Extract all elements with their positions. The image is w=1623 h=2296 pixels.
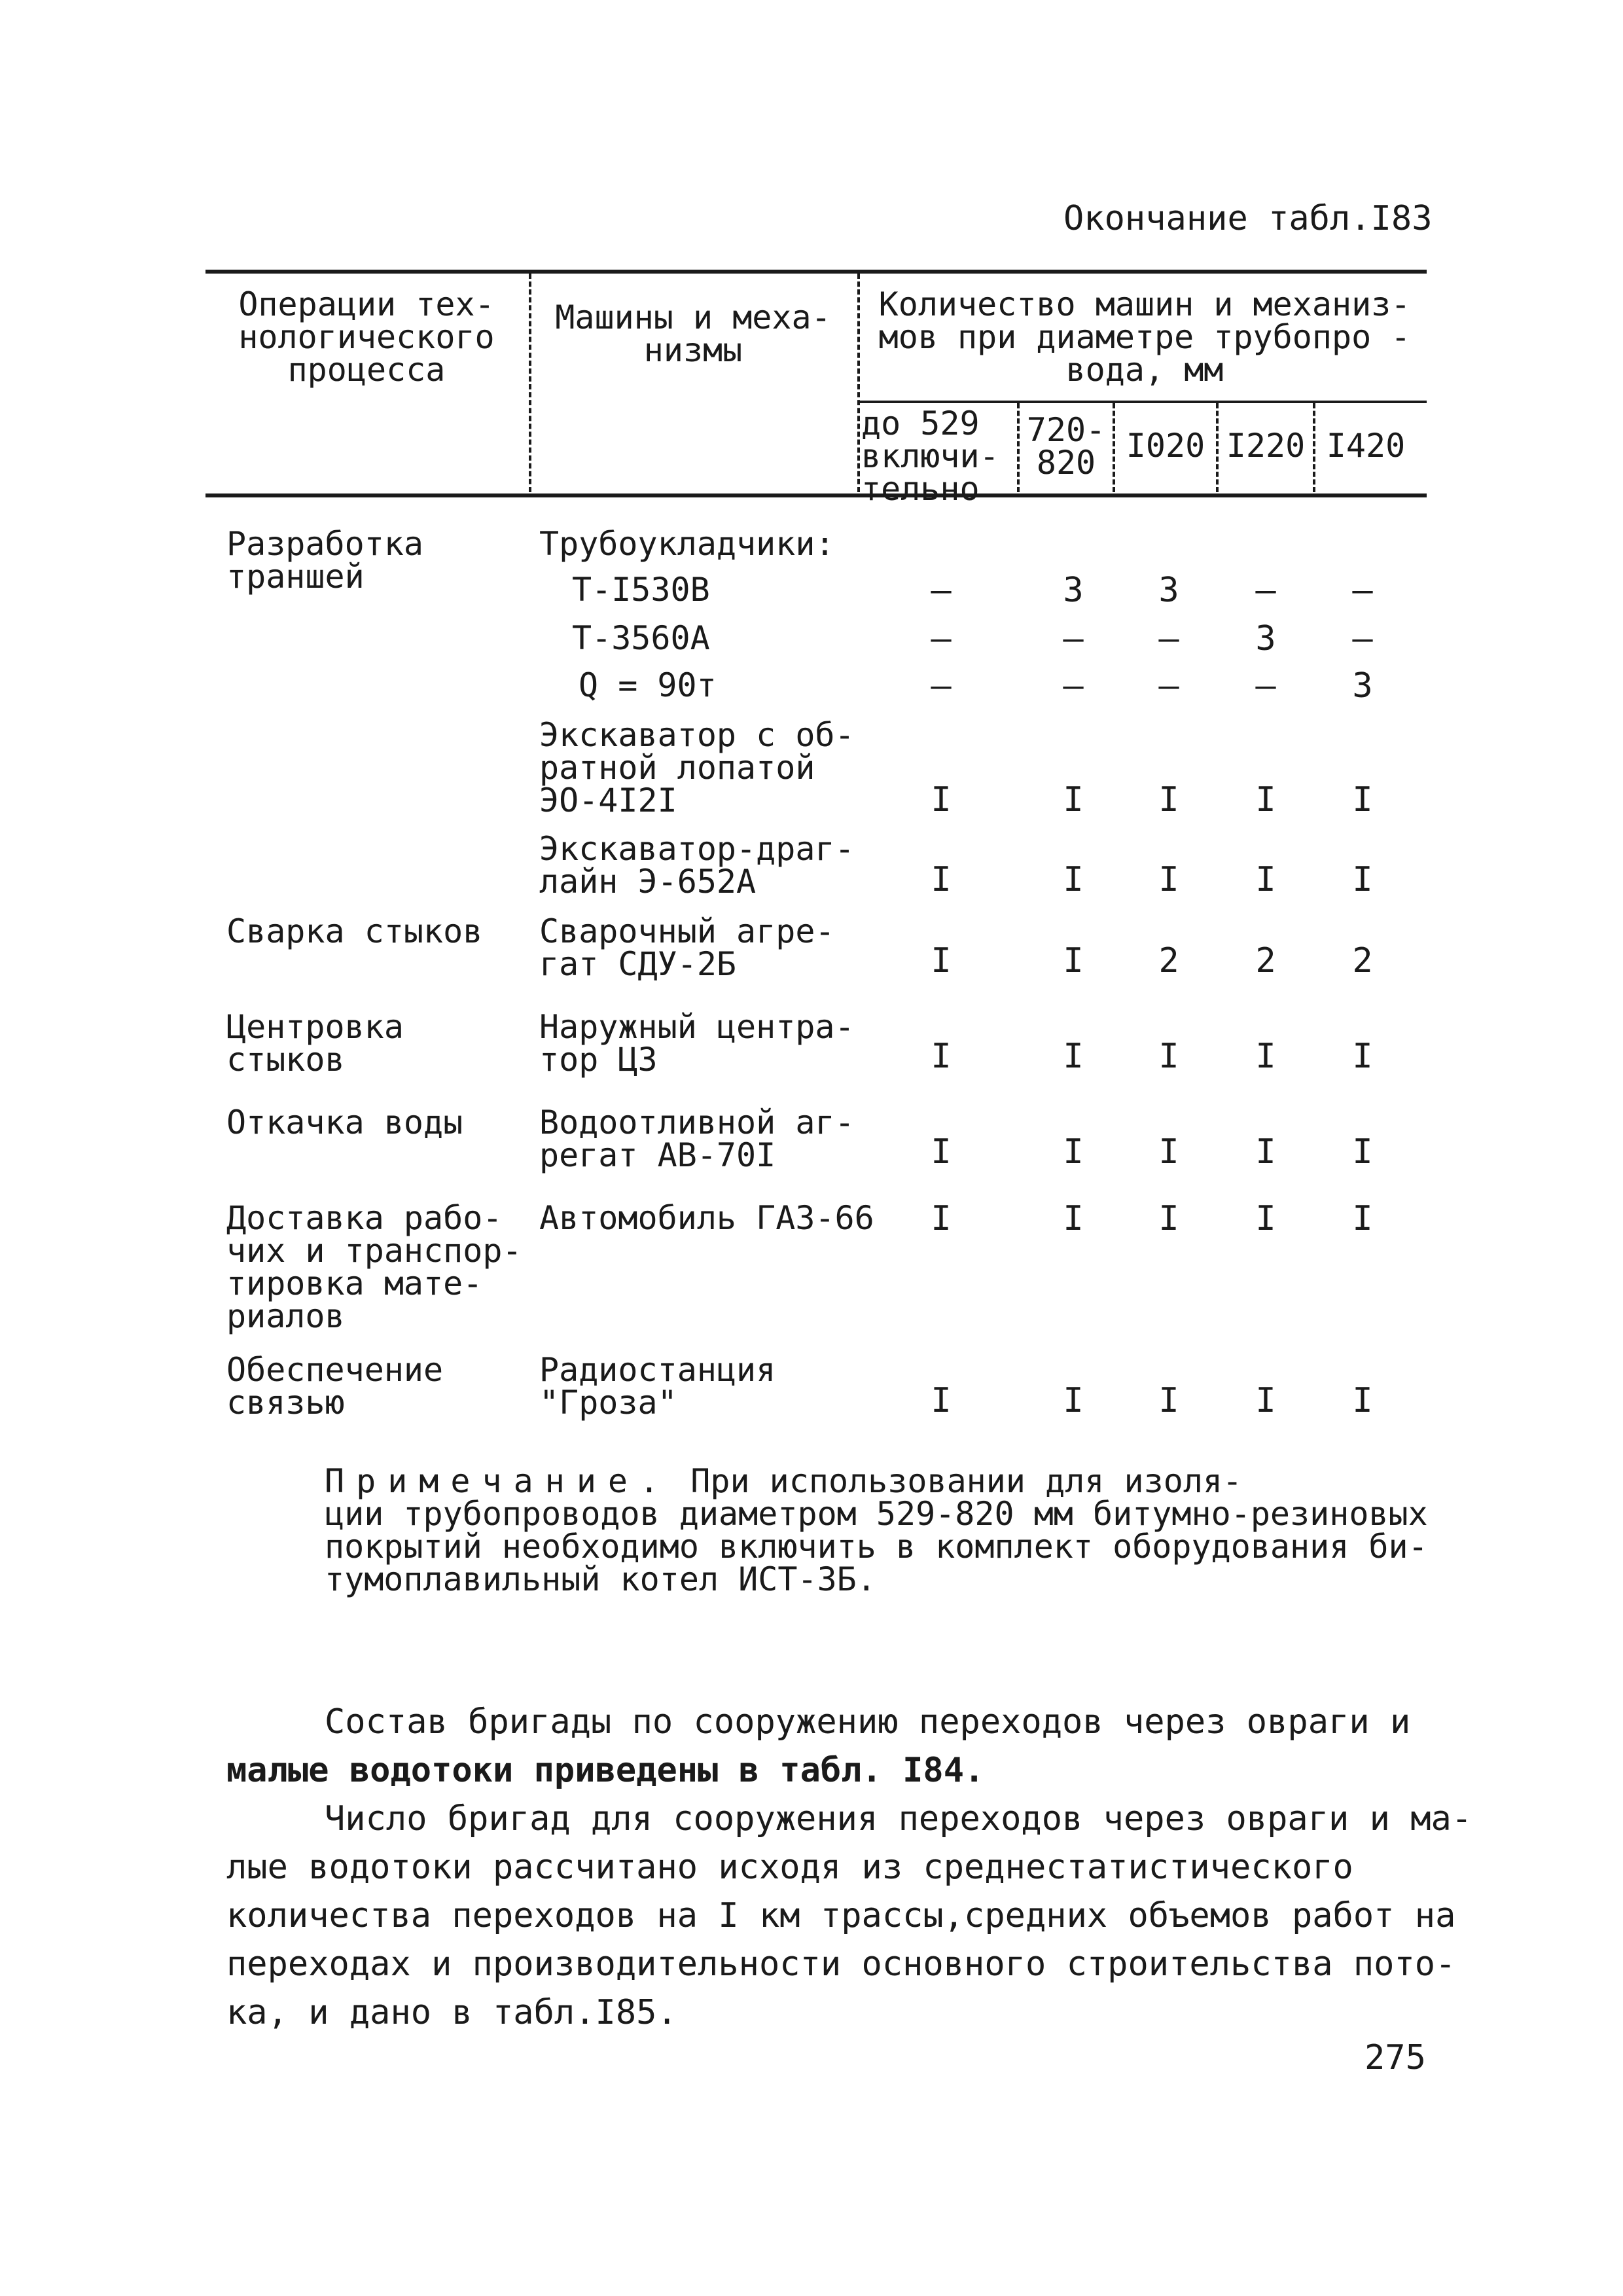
row-machine: Водоотливной аг- регат АВ-70I [539, 1103, 855, 1174]
cell-value: – [1255, 571, 1276, 610]
cell-value: I [1063, 1381, 1084, 1420]
row-machine: Автомобиль ГАЗ-66 [539, 1199, 874, 1237]
row-machine: Наружный центра- тор ЦЗ [539, 1008, 855, 1079]
header-quantity: Количество машин и механиз- мов при диаметре трубопро - вода, мм [878, 285, 1411, 389]
cell-value: I [1352, 780, 1373, 819]
cell-value: I [1158, 1199, 1179, 1238]
row-operation: Сварка стыков [226, 912, 483, 950]
row-machine: Сварочный агре- гат СДУ-2Б [539, 912, 835, 983]
cell-value: I [1063, 1132, 1084, 1172]
cell-value: I [1063, 1037, 1084, 1076]
cell-value: I [1352, 1132, 1373, 1172]
cell-value: I [1063, 1199, 1084, 1238]
page-number: 275 [1364, 2038, 1426, 2077]
header-diameter-720-820: 720- 820 [1026, 411, 1106, 482]
cell-value: I [1255, 1381, 1276, 1420]
cell-value: I [1352, 1381, 1373, 1420]
cell-value: I [931, 1381, 952, 1420]
note-label: Примечание. [325, 1462, 671, 1500]
cell-value: I [1063, 941, 1084, 980]
cell-value: – [1352, 571, 1373, 610]
header-operations: Операции тех- нологического процесса [238, 285, 495, 389]
cell-value: 2 [1352, 941, 1373, 980]
cell-value: I [1255, 780, 1276, 819]
row-operation: Откачка воды [226, 1103, 463, 1141]
header-diameter-1220: I220 [1226, 427, 1306, 465]
table-top-rule [205, 270, 1427, 274]
row-machine: Т-3560А [572, 619, 710, 657]
cell-value: I [931, 1037, 952, 1076]
row-operation: Центровка стыков [226, 1008, 404, 1079]
cell-value: I [1158, 1381, 1179, 1420]
header-machines: Машины и меха- низмы [555, 298, 831, 369]
cell-value: I [1158, 1037, 1179, 1076]
cell-value: – [931, 571, 952, 610]
cell-value: I [1158, 780, 1179, 819]
cell-value: I [1352, 1199, 1373, 1238]
cell-value: 3 [1255, 619, 1276, 658]
row-operation: Обеспечение связью [226, 1351, 444, 1422]
col-separator [1216, 403, 1219, 492]
cell-value: I [931, 1199, 952, 1238]
cell-value: – [1063, 619, 1084, 658]
cell-value: 3 [1063, 571, 1084, 610]
col-separator [1017, 403, 1020, 492]
col-separator [857, 274, 860, 492]
row-machine: Q = 90т [579, 666, 717, 704]
header-diameter-1020: I020 [1126, 427, 1205, 465]
cell-value: – [1352, 619, 1373, 658]
cell-value: I [1158, 860, 1179, 899]
body-paragraph: Состав бригады по сооружению переходов через овраги и малые водотоки приведены в табл. I84. Число бригад для сооружения переходов через овраги и ма- лые водотоки рассчитано исходя из среднестатистического количества переходов на I км трассы,средних объемов работ на переходах и производительности основного строительства пото- ка, и дано в табл.I85. [226, 1702, 1472, 2032]
cell-value: I [1255, 860, 1276, 899]
table-note: Примечание. При использовании для изоля- ции трубопроводов диаметром 529-820 мм битумно-резиновых покрытий необходимо включить в комплект оборудования би- тумоплавильный котел ИСТ-3Б. [325, 1462, 1428, 1598]
col-separator [1113, 403, 1115, 492]
col-separator [529, 274, 531, 492]
row-operation: Доставка рабо- чих и транспор- тировка мате- риалов [226, 1199, 522, 1335]
cell-value: I [931, 780, 952, 819]
row-operation: Разработка траншей [226, 525, 424, 596]
cell-value: – [931, 666, 952, 706]
header-diameter-529: до 529 включи- тельно [861, 404, 999, 508]
cell-value: – [1255, 666, 1276, 706]
cell-value: I [1255, 1132, 1276, 1172]
cell-value: 2 [1255, 941, 1276, 980]
cell-value: I [931, 1132, 952, 1172]
cell-value: I [1255, 1037, 1276, 1076]
table-caption: Окончание табл.I83 [1063, 199, 1433, 238]
cell-value: I [931, 941, 952, 980]
row-machine: Радиостанция "Гроза" [539, 1351, 776, 1422]
row-machine: Экскаватор с об- ратной лопатой ЭО-4I2I [539, 716, 855, 819]
cell-value: I [1352, 1037, 1373, 1076]
cell-value: I [1158, 1132, 1179, 1172]
header-bottom-rule [205, 493, 1427, 497]
row-machine: Экскаватор-драг- лайн Э-652А [539, 830, 855, 901]
cell-value: I [1255, 1199, 1276, 1238]
cell-value: 3 [1352, 666, 1373, 706]
subheader-rule [857, 401, 1427, 403]
cell-value: I [1352, 860, 1373, 899]
cell-value: – [1158, 666, 1179, 706]
cell-value: 3 [1158, 571, 1179, 610]
cell-value: I [931, 860, 952, 899]
cell-value: I [1063, 780, 1084, 819]
cell-value: I [1063, 860, 1084, 899]
cell-value: – [1063, 666, 1084, 706]
cell-value: – [1158, 619, 1179, 658]
col-separator [1313, 403, 1315, 492]
header-diameter-1420: I420 [1326, 427, 1406, 465]
row-machine: Т-I530В [572, 571, 710, 609]
cell-value: 2 [1158, 941, 1179, 980]
row-machine: Трубоукладчики: [539, 525, 835, 563]
cell-value: – [931, 619, 952, 658]
